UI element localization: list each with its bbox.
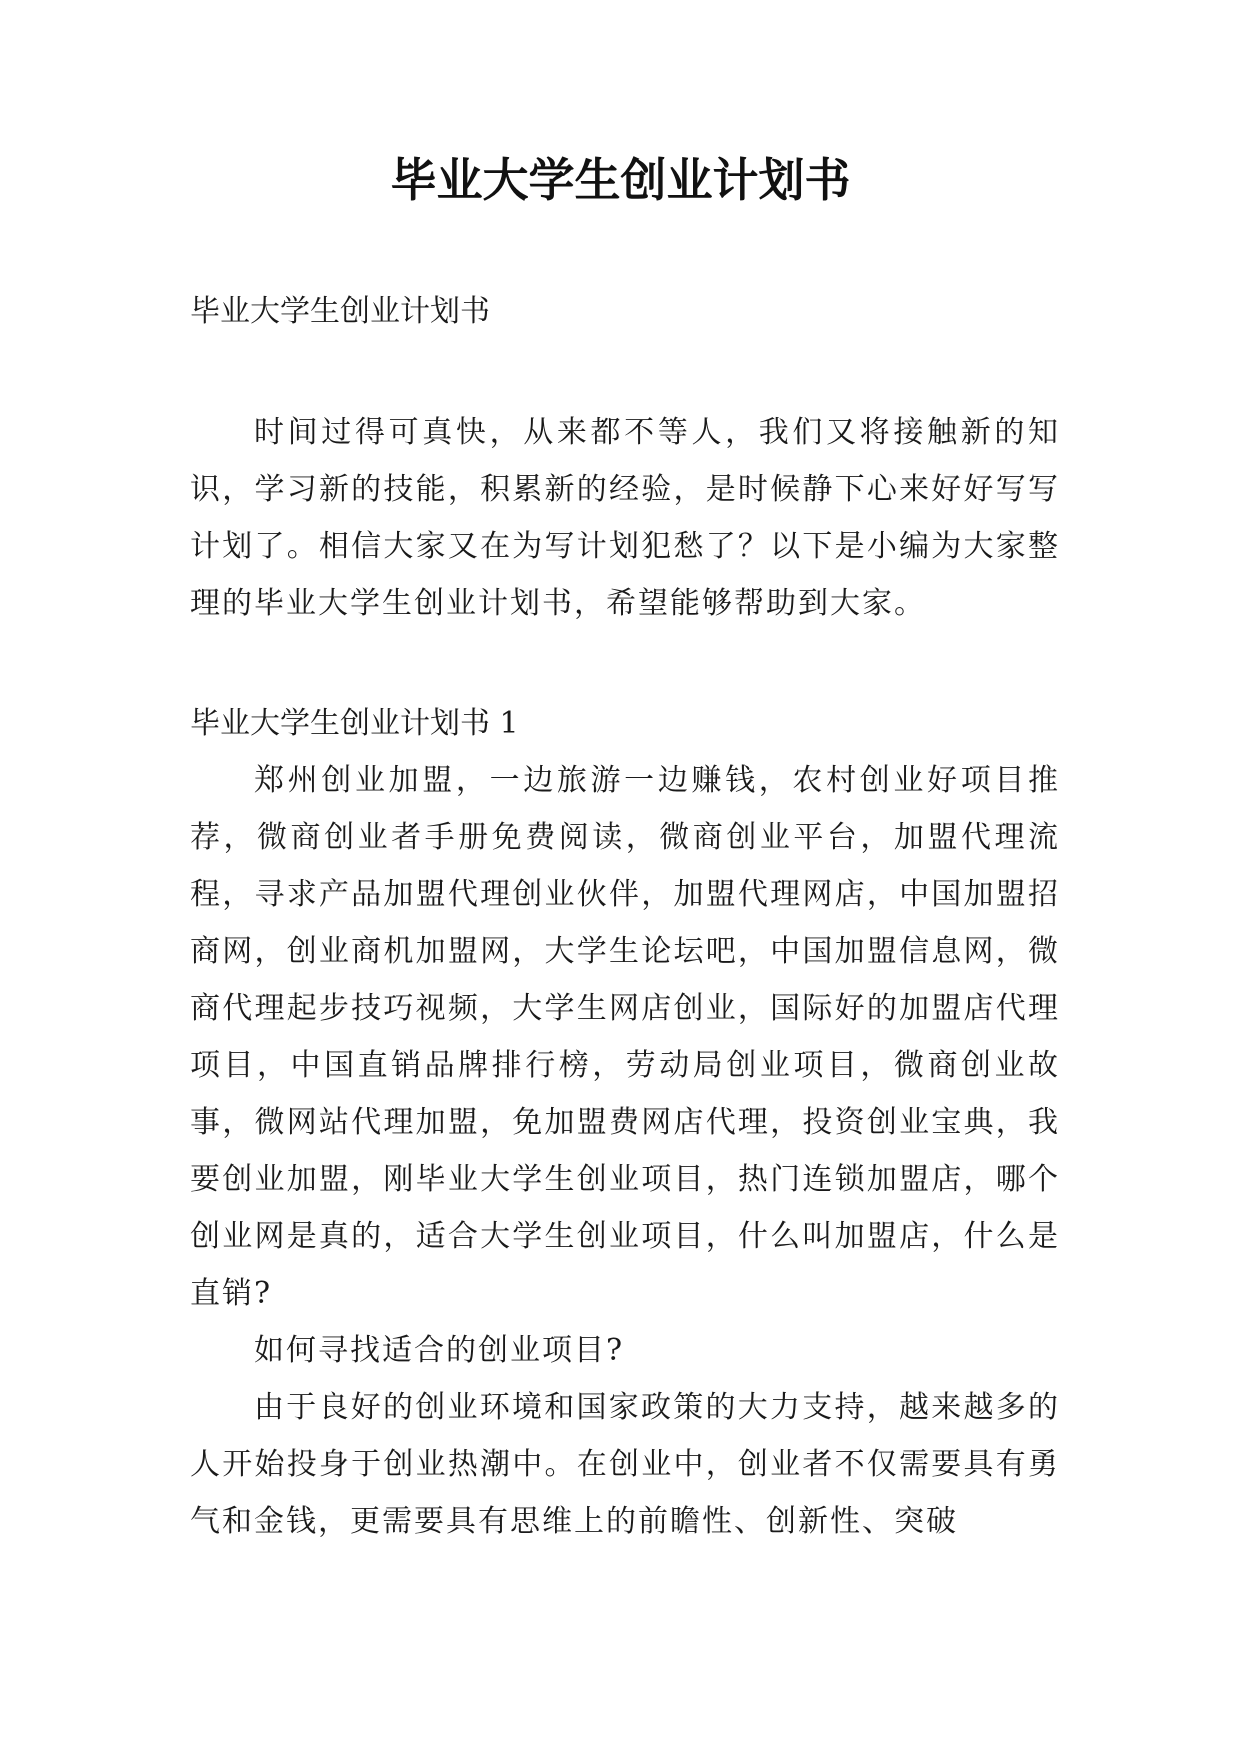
document-subtitle: 毕业大学生创业计划书 <box>190 294 490 329</box>
section-body-paragraph: 郑州创业加盟，一边旅游一边赚钱，农村创业好项目推荐，微商创业者手册免费阅读，微商创业平台，加盟代理流程，寻求产品加盟代理创业伙伴，加盟代理网店，中国加盟招商网，创业商机加盟网，大学生论坛吧，中国加盟信息网，微商代理起步技巧视频，大学生网店创业，国际好的加盟店代理项目，中国直销品牌排行榜，劳动局创业项目，微商创业故事，微网站代理加盟，免加盟费网店代理，投资创业宝典，我要创业加盟，刚毕业大学生创业项目，热门连锁加盟店，哪个创业网是真的，适合大学生创业项目，什么叫加盟店，什么是直销? <box>190 763 1060 1311</box>
intro-paragraph: 时间过得可真快，从来都不等人，我们又将接触新的知识，学习新的技能，积累新的经验，是时候静下心来好好写写计划了。相信大家又在为写计划犯愁了？以下是小编为大家整理的毕业大学生创业计划书，希望能够帮助到大家。 <box>190 415 1060 621</box>
question-paragraph: 如何寻找适合的创业项目? <box>254 1333 625 1368</box>
section-heading: 毕业大学生创业计划书 1 <box>190 706 519 741</box>
document-title: 毕业大学生创业计划书 <box>390 153 851 207</box>
answer-paragraph: 由于良好的创业环境和国家政策的大力支持，越来越多的人开始投身于创业热潮中。在创业中，创业者不仅需要具有勇气和金钱，更需要具有思维上的前瞻性、创新性、突破 <box>190 1390 1060 1539</box>
